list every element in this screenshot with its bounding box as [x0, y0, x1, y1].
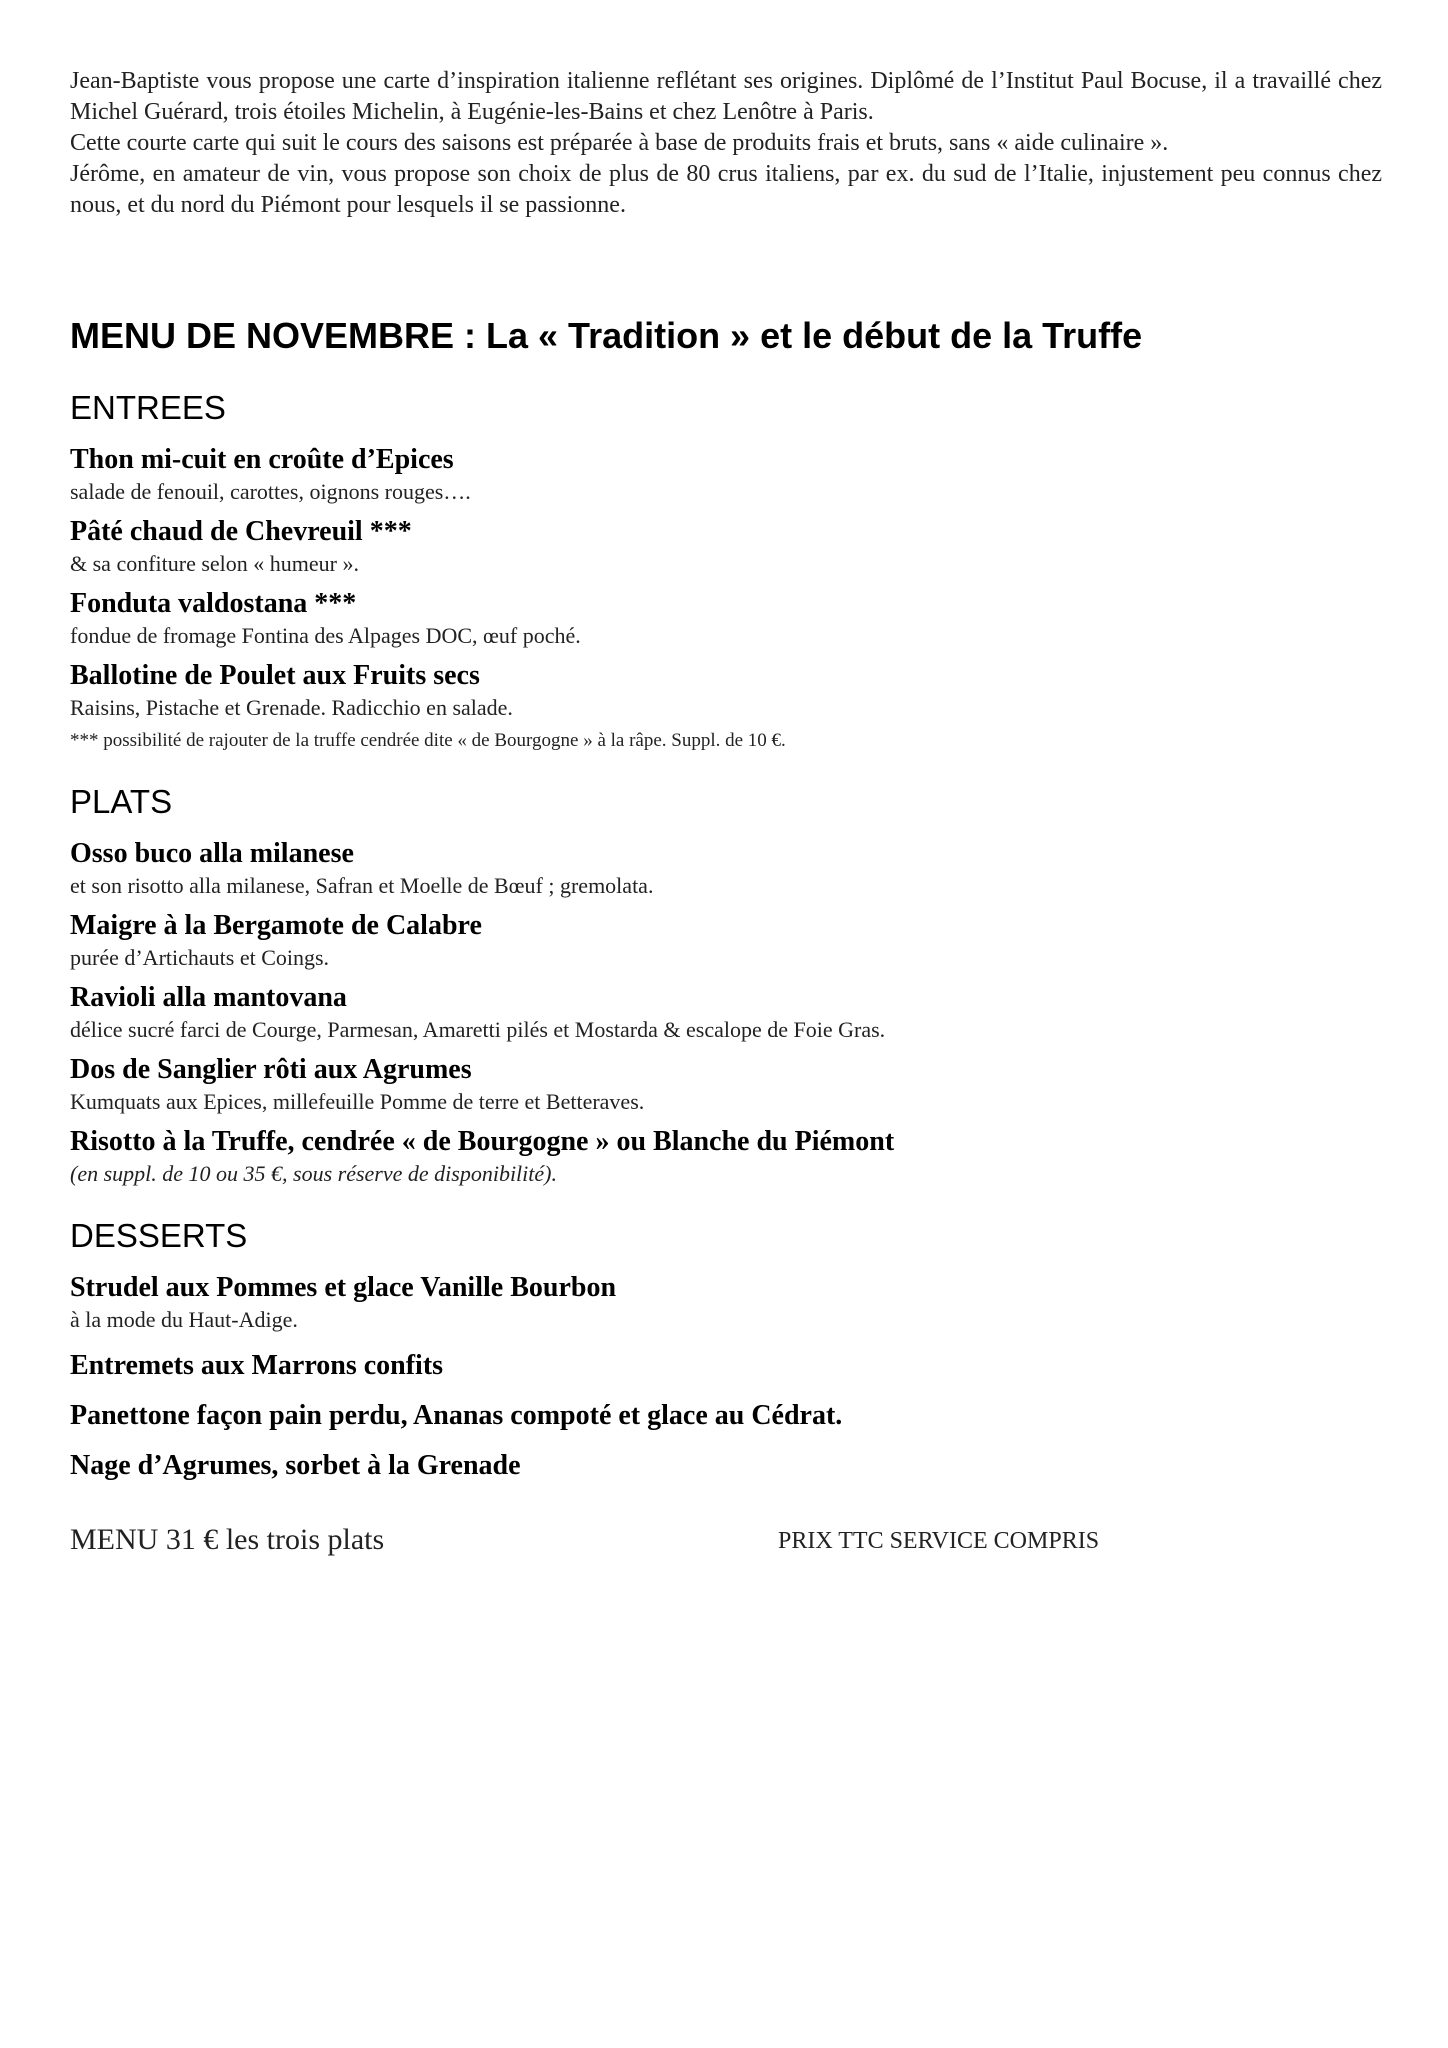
menu-title: MENU DE NOVEMBRE : La « Tradition » et le début de la Truffe	[70, 315, 1143, 356]
dish-name: Ballotine de Poulet aux Fruits secs	[70, 660, 480, 691]
dish-name: Fonduta valdostana ***	[70, 588, 357, 619]
dish-description: (en suppl. de 10 ou 35 €, sous réserve de disponibilité).	[70, 1161, 557, 1186]
menu-footer	[70, 1522, 1382, 1562]
menu-page	[70, 66, 1382, 1562]
dish-name: Pâté chaud de Chevreuil ***	[70, 516, 412, 547]
dish-item	[70, 586, 1382, 650]
dish-name: Osso buco alla milanese	[70, 838, 354, 869]
dish-item	[70, 658, 1382, 722]
intro-text	[70, 66, 1382, 221]
dish-item	[70, 442, 1382, 506]
intro-paragraph-wine: Jérôme, en amateur de vin, vous propose son choix de plus de 80 crus italiens, par ex. du sud de l’Italie, injustement peu connus chez nous, et du nord du Piémont pour lesquels il se passionne.	[70, 161, 1382, 218]
dish-name: Strudel aux Pommes et glace Vanille Bourbon	[70, 1272, 617, 1303]
intro-paragraph-chef: Jean-Baptiste vous propose une carte d’inspiration italienne reflétant ses origines. Diplômé de l’Institut Paul Bocuse, il a travaillé chez Michel Guérard, trois étoiles Michelin, à Eugénie-les-Bains et chez Lenôtre à Paris.	[70, 68, 1382, 125]
dish-name: Risotto à la Truffe, cendrée « de Bourgogne » ou Blanche du Piémont	[70, 1126, 895, 1157]
dish-name: Thon mi-cuit en croûte d’Epices	[70, 444, 454, 475]
dish-name: Maigre à la Bergamote de Calabre	[70, 910, 482, 941]
dish-name: Panettone façon pain perdu, Ananas compoté et glace au Cédrat.	[70, 1400, 843, 1431]
dish-item	[70, 908, 1382, 972]
dish-description: & sa confiture selon « humeur ».	[70, 551, 359, 576]
dish-item	[70, 980, 1382, 1044]
intro-paragraph-carte: Cette courte carte qui suit le cours des saisons est préparée à base de produits frais et bruts, sans « aide culinaire ».	[70, 130, 1169, 156]
section-plats	[70, 782, 1382, 1188]
dish-description: salade de fenouil, carottes, oignons rouges….	[70, 479, 471, 504]
tax-service-note: PRIX TTC SERVICE COMPRIS	[778, 1528, 1100, 1554]
dish-name: Entremets aux Marrons confits	[70, 1350, 444, 1381]
dish-name: Ravioli alla mantovana	[70, 982, 347, 1013]
truffle-supplement-note: *** possibilité de rajouter de la truffe cendrée dite « de Bourgogne » à la râpe. Suppl. de 10 €.	[70, 730, 786, 751]
dish-description: à la mode du Haut-Adige.	[70, 1307, 298, 1332]
dish-description: et son risotto alla milanese, Safran et Moelle de Bœuf ; gremolata.	[70, 873, 654, 898]
dish-item	[70, 1448, 1382, 1484]
section-title-desserts: DESSERTS	[70, 1217, 248, 1254]
dish-item	[70, 1124, 1382, 1188]
dish-name: Nage d’Agrumes, sorbet à la Grenade	[70, 1450, 521, 1481]
dish-description: Kumquats aux Epices, millefeuille Pomme de terre et Betteraves.	[70, 1089, 645, 1114]
dish-description: délice sucré farci de Courge, Parmesan, Amaretti pilés et Mostarda & escalope de Foie Gras.	[70, 1017, 886, 1042]
dish-item	[70, 1270, 1382, 1334]
section-desserts	[70, 1216, 1382, 1484]
section-title-entrees: ENTREES	[70, 389, 226, 426]
dish-description: Raisins, Pistache et Grenade. Radicchio en salade.	[70, 695, 513, 720]
section-entrees	[70, 388, 1382, 754]
dish-description: purée d’Artichauts et Coings.	[70, 945, 330, 970]
section-title-plats: PLATS	[70, 783, 173, 820]
dish-name: Dos de Sanglier rôti aux Agrumes	[70, 1054, 472, 1085]
dish-item	[70, 514, 1382, 578]
dish-item	[70, 836, 1382, 900]
dish-item	[70, 1052, 1382, 1116]
menu-price: MENU 31 € les trois plats	[70, 1523, 385, 1556]
dish-item	[70, 1398, 1382, 1434]
dish-description: fondue de fromage Fontina des Alpages DOC, œuf poché.	[70, 623, 581, 648]
dish-item	[70, 1348, 1382, 1384]
